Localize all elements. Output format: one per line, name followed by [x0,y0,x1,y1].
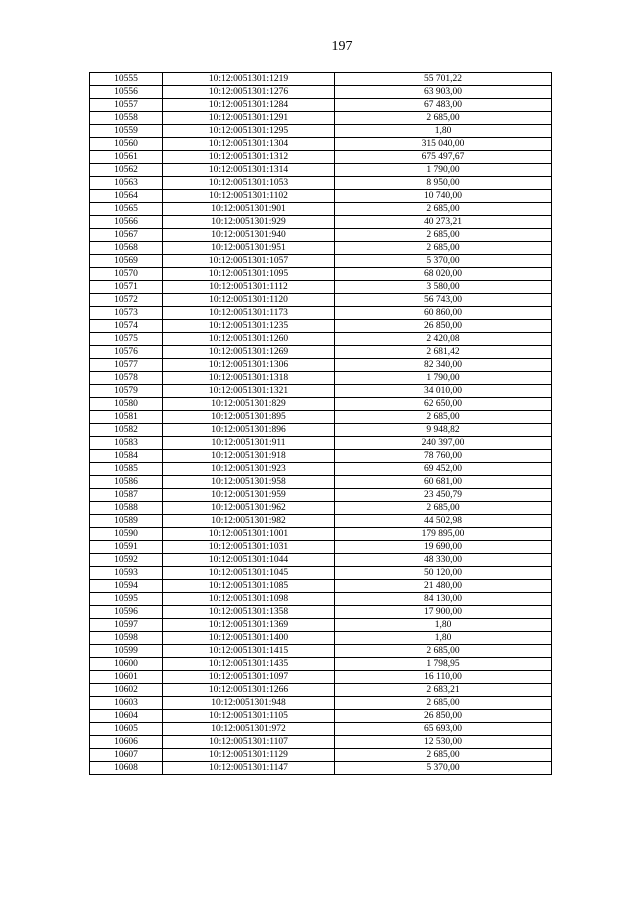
table-row [90,320,552,333]
cadastral-number-cell: 10:12:0051301:1291 [163,112,335,125]
cadastral-number-cell: 10:12:0051301:1306 [163,359,335,372]
table-row [90,645,552,658]
row-number-cell: 10585 [90,463,163,476]
cadastral-number-cell: 10:12:0051301:1304 [163,138,335,151]
value-cell: 5 370,00 [335,762,552,775]
cadastral-number-cell: 10:12:0051301:1057 [163,255,335,268]
table-row [90,99,552,112]
cadastral-number-cell: 10:12:0051301:1044 [163,554,335,567]
cadastral-number-cell: 10:12:0051301:1120 [163,294,335,307]
table-row [90,736,552,749]
row-number-cell: 10599 [90,645,163,658]
value-cell: 2 685,00 [335,645,552,658]
value-cell: 23 450,79 [335,489,552,502]
cadastral-number-cell: 10:12:0051301:1107 [163,736,335,749]
row-number-cell: 10572 [90,294,163,307]
value-cell: 5 370,00 [335,255,552,268]
value-cell: 62 650,00 [335,398,552,411]
value-cell: 82 340,00 [335,359,552,372]
row-number-cell: 10562 [90,164,163,177]
value-cell: 40 273,21 [335,216,552,229]
cadastral-number-cell: 10:12:0051301:1435 [163,658,335,671]
row-number-cell: 10586 [90,476,163,489]
row-number-cell: 10565 [90,203,163,216]
table-row [90,567,552,580]
cadastral-number-cell: 10:12:0051301:1266 [163,684,335,697]
value-cell: 3 580,00 [335,281,552,294]
table-row [90,762,552,775]
cadastral-number-cell: 10:12:0051301:1358 [163,606,335,619]
cadastral-number-cell: 10:12:0051301:1321 [163,385,335,398]
cadastral-number-cell: 10:12:0051301:948 [163,697,335,710]
row-number-cell: 10601 [90,671,163,684]
value-cell: 1,80 [335,619,552,632]
row-number-cell: 10604 [90,710,163,723]
row-number-cell: 10560 [90,138,163,151]
value-cell: 84 130,00 [335,593,552,606]
cadastral-number-cell: 10:12:0051301:896 [163,424,335,437]
row-number-cell: 10589 [90,515,163,528]
cadastral-number-cell: 10:12:0051301:1415 [163,645,335,658]
row-number-cell: 10583 [90,437,163,450]
cadastral-number-cell: 10:12:0051301:982 [163,515,335,528]
page-number: 197 [331,39,353,54]
value-cell: 55 701,22 [335,73,552,86]
table-row [90,489,552,502]
row-number-cell: 10575 [90,333,163,346]
cadastral-number-cell: 10:12:0051301:929 [163,216,335,229]
table-row [90,593,552,606]
value-cell: 26 850,00 [335,710,552,723]
table-row [90,710,552,723]
cadastral-number-cell: 10:12:0051301:1173 [163,307,335,320]
table-row [90,216,552,229]
cadastral-number-cell: 10:12:0051301:829 [163,398,335,411]
value-cell: 8 950,00 [335,177,552,190]
value-cell: 17 900,00 [335,606,552,619]
cadastral-number-cell: 10:12:0051301:1045 [163,567,335,580]
value-cell: 2 685,00 [335,112,552,125]
value-cell: 21 480,00 [335,580,552,593]
value-cell: 2 685,00 [335,411,552,424]
row-number-cell: 10563 [90,177,163,190]
cadastral-number-cell: 10:12:0051301:951 [163,242,335,255]
cadastral-number-cell: 10:12:0051301:958 [163,476,335,489]
row-number-cell: 10607 [90,749,163,762]
table-row [90,255,552,268]
table-row [90,723,552,736]
value-cell: 1 790,00 [335,372,552,385]
cadastral-number-cell: 10:12:0051301:1129 [163,749,335,762]
value-cell: 19 690,00 [335,541,552,554]
row-number-cell: 10597 [90,619,163,632]
cadastral-number-cell: 10:12:0051301:1105 [163,710,335,723]
table-row [90,671,552,684]
value-cell: 179 895,00 [335,528,552,541]
value-cell: 10 740,00 [335,190,552,203]
value-cell: 1 798,95 [335,658,552,671]
table-row [90,242,552,255]
row-number-cell: 10605 [90,723,163,736]
row-number-cell: 10580 [90,398,163,411]
cadastral-number-cell: 10:12:0051301:1318 [163,372,335,385]
row-number-cell: 10591 [90,541,163,554]
row-number-cell: 10564 [90,190,163,203]
table-row [90,658,552,671]
table-row [90,372,552,385]
value-cell: 44 502,98 [335,515,552,528]
table-row [90,294,552,307]
value-cell: 2 683,21 [335,684,552,697]
row-number-cell: 10569 [90,255,163,268]
value-cell: 315 040,00 [335,138,552,151]
table-row [90,151,552,164]
cadastral-number-cell: 10:12:0051301:1097 [163,671,335,684]
table-row [90,385,552,398]
value-cell: 1,80 [335,125,552,138]
value-cell: 56 743,00 [335,294,552,307]
row-number-cell: 10587 [90,489,163,502]
value-cell: 69 452,00 [335,463,552,476]
value-cell: 2 681,42 [335,346,552,359]
row-number-cell: 10566 [90,216,163,229]
table-body [90,73,552,775]
value-cell: 2 685,00 [335,502,552,515]
table-row [90,268,552,281]
row-number-cell: 10602 [90,684,163,697]
cadastral-number-cell: 10:12:0051301:1369 [163,619,335,632]
table-row [90,437,552,450]
cadastral-number-cell: 10:12:0051301:940 [163,229,335,242]
cadastral-number-cell: 10:12:0051301:1098 [163,593,335,606]
value-cell: 240 397,00 [335,437,552,450]
row-number-cell: 10594 [90,580,163,593]
value-cell: 60 681,00 [335,476,552,489]
cadastral-number-cell: 10:12:0051301:1284 [163,99,335,112]
row-number-cell: 10588 [90,502,163,515]
cadastral-number-cell: 10:12:0051301:959 [163,489,335,502]
table-row [90,606,552,619]
value-cell: 675 497,67 [335,151,552,164]
row-number-cell: 10598 [90,632,163,645]
row-number-cell: 10590 [90,528,163,541]
cadastral-number-cell: 10:12:0051301:1312 [163,151,335,164]
row-number-cell: 10581 [90,411,163,424]
value-cell: 1,80 [335,632,552,645]
row-number-cell: 10592 [90,554,163,567]
value-cell: 68 020,00 [335,268,552,281]
table-row [90,177,552,190]
cadastral-number-cell: 10:12:0051301:1260 [163,333,335,346]
value-cell: 63 903,00 [335,86,552,99]
cadastral-number-cell: 10:12:0051301:1276 [163,86,335,99]
row-number-cell: 10582 [90,424,163,437]
row-number-cell: 10567 [90,229,163,242]
cadastral-number-cell: 10:12:0051301:911 [163,437,335,450]
row-number-cell: 10577 [90,359,163,372]
row-number-cell: 10568 [90,242,163,255]
cadastral-number-cell: 10:12:0051301:1295 [163,125,335,138]
row-number-cell: 10576 [90,346,163,359]
row-number-cell: 10574 [90,320,163,333]
value-cell: 78 760,00 [335,450,552,463]
value-cell: 48 330,00 [335,554,552,567]
row-number-cell: 10559 [90,125,163,138]
row-number-cell: 10608 [90,762,163,775]
table-row [90,684,552,697]
cadastral-number-cell: 10:12:0051301:972 [163,723,335,736]
table-row [90,73,552,86]
value-cell: 60 860,00 [335,307,552,320]
table-row [90,476,552,489]
table-row [90,619,552,632]
cadastral-number-cell: 10:12:0051301:1102 [163,190,335,203]
value-cell: 12 530,00 [335,736,552,749]
row-number-cell: 10603 [90,697,163,710]
table-row [90,346,552,359]
table-row [90,398,552,411]
cadastral-number-cell: 10:12:0051301:1147 [163,762,335,775]
table-row [90,528,552,541]
row-number-cell: 10571 [90,281,163,294]
row-number-cell: 10556 [90,86,163,99]
cadastral-number-cell: 10:12:0051301:1314 [163,164,335,177]
table-row [90,411,552,424]
value-cell: 2 685,00 [335,229,552,242]
cadastral-number-cell: 10:12:0051301:918 [163,450,335,463]
table-row [90,580,552,593]
cadastral-number-cell: 10:12:0051301:1031 [163,541,335,554]
cadastral-number-cell: 10:12:0051301:1112 [163,281,335,294]
value-cell: 16 110,00 [335,671,552,684]
row-number-cell: 10561 [90,151,163,164]
row-number-cell: 10600 [90,658,163,671]
cadastral-number-cell: 10:12:0051301:1085 [163,580,335,593]
table-row [90,190,552,203]
cadastral-number-cell: 10:12:0051301:1269 [163,346,335,359]
table-row [90,541,552,554]
table-row [90,112,552,125]
table-row [90,502,552,515]
table-row [90,697,552,710]
row-number-cell: 10596 [90,606,163,619]
cadastral-number-cell: 10:12:0051301:901 [163,203,335,216]
value-cell: 2 685,00 [335,697,552,710]
cadastral-number-cell: 10:12:0051301:895 [163,411,335,424]
table-row [90,164,552,177]
table-row [90,333,552,346]
table-row [90,515,552,528]
table-row [90,450,552,463]
table-row [90,632,552,645]
cadastral-number-cell: 10:12:0051301:1053 [163,177,335,190]
table-row [90,463,552,476]
row-number-cell: 10573 [90,307,163,320]
table-row [90,424,552,437]
value-cell: 34 010,00 [335,385,552,398]
value-cell: 1 790,00 [335,164,552,177]
table-row [90,125,552,138]
table-row [90,86,552,99]
value-cell: 50 120,00 [335,567,552,580]
row-number-cell: 10557 [90,99,163,112]
cadastral-number-cell: 10:12:0051301:1219 [163,73,335,86]
cadastral-number-cell: 10:12:0051301:1400 [163,632,335,645]
value-cell: 2 685,00 [335,203,552,216]
row-number-cell: 10558 [90,112,163,125]
cadastral-number-cell: 10:12:0051301:1235 [163,320,335,333]
row-number-cell: 10593 [90,567,163,580]
table-row [90,229,552,242]
row-number-cell: 10595 [90,593,163,606]
table-row [90,281,552,294]
row-number-cell: 10584 [90,450,163,463]
row-number-cell: 10579 [90,385,163,398]
table-row [90,359,552,372]
cadastral-number-cell: 10:12:0051301:923 [163,463,335,476]
table-row [90,554,552,567]
value-cell: 67 483,00 [335,99,552,112]
table-row [90,749,552,762]
value-cell: 26 850,00 [335,320,552,333]
value-cell: 65 693,00 [335,723,552,736]
cadastral-number-cell: 10:12:0051301:1001 [163,528,335,541]
value-cell: 2 420,08 [335,333,552,346]
cadastral-number-cell: 10:12:0051301:962 [163,502,335,515]
row-number-cell: 10606 [90,736,163,749]
cadastral-number-cell: 10:12:0051301:1095 [163,268,335,281]
cadastral-value-table [89,72,552,775]
row-number-cell: 10570 [90,268,163,281]
table-row [90,307,552,320]
row-number-cell: 10578 [90,372,163,385]
row-number-cell: 10555 [90,73,163,86]
value-cell: 9 948,82 [335,424,552,437]
table-row [90,138,552,151]
value-cell: 2 685,00 [335,749,552,762]
value-cell: 2 685,00 [335,242,552,255]
table-row [90,203,552,216]
